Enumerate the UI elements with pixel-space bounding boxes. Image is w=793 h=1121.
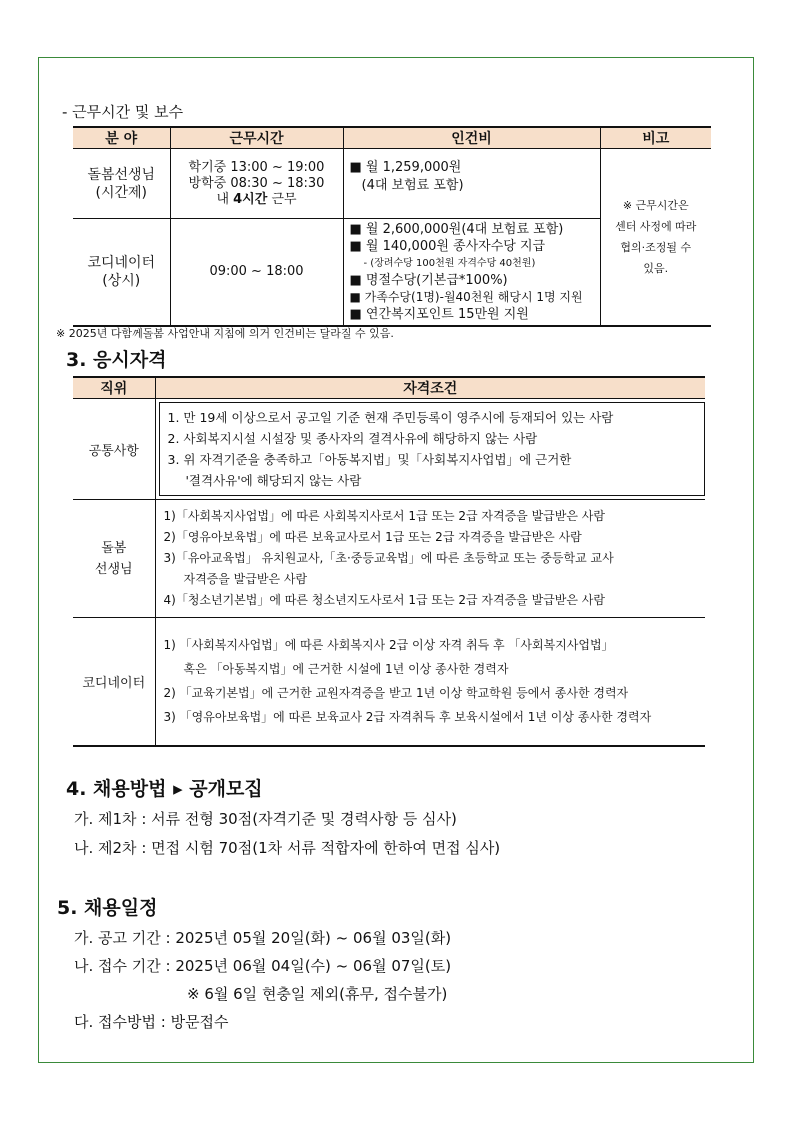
common-conditions: 1. 만 19세 이상으로서 공고일 기준 현재 주민등록이 영주시에 등재되어 있는 사람 2. 사회복지시설 시설장 및 종사자의 결격사유에 해당하지 않는 사람 3. 위 자격기준을 충족하고「아동복지법」및「사회복지사업법」에 근거한 '결격사유'에 해당되지 않는 사람 (155, 399, 705, 500)
remark-cell: ※ 근무시간은 센터 사정에 따라 협의·조정될 수 있음. (600, 149, 711, 326)
header-position: 직위 (73, 377, 155, 399)
recruitment-method-title: 4. 채용방법 ▸ 공개모집 (66, 778, 263, 800)
header-pay: 인건비 (343, 127, 600, 149)
schedule-title: 5. 채용일정 (57, 897, 158, 919)
header-remark: 비고 (600, 127, 711, 149)
header-field: 분 야 (73, 127, 170, 149)
qualification-title: 3. 응시자격 (66, 349, 167, 371)
header-hours: 근무시간 (170, 127, 343, 149)
pay-teacher: ■ 월 1,259,000원 (4대 보험료 포함) (343, 149, 600, 219)
qualification-table (73, 376, 705, 747)
field-teacher: 돌봄선생님 (시간제) (73, 149, 170, 219)
coordinator-label: 코디네이터 (73, 618, 155, 746)
schedule-line-2: 나. 접수 기간 : 2025년 06월 04일(수) ~ 06월 07일(토) (74, 957, 452, 975)
hours-coordinator: 09:00 ~ 18:00 (170, 219, 343, 326)
common-label: 공통사항 (73, 399, 155, 500)
method-line-1: 가. 제1차 : 서류 전형 30점(자격기준 및 경력사항 등 심사) (74, 810, 457, 828)
method-line-2: 나. 제2차 : 면접 시험 70점(1차 서류 적합자에 한하여 면접 심사) (74, 839, 501, 857)
schedule-note: ※ 6월 6일 현충일 제외(휴무, 접수불가) (187, 985, 448, 1003)
teacher-label: 돌봄 선생님 (73, 500, 155, 618)
schedule-line-1: 가. 공고 기간 : 2025년 05월 20일(화) ~ 06월 03일(화) (74, 929, 452, 947)
header-condition: 자격조건 (155, 377, 705, 399)
work-hours-subtitle: - 근무시간 및 보수 (62, 103, 184, 121)
pay-coordinator: ■ 월 2,600,000원(4대 보험료 포함) ■ 월 140,000원 종사자수당 지급 - (장려수당 100천원 자격수당 40천원) ■ 명절수당(기본급*100%) ■ 가족수당(1명)-월40천원 해당시 1명 지원 ■ 연간복지포인트 15만원 지원 (343, 219, 600, 326)
coordinator-conditions: 1) 「사회복지사업법」에 따른 사회복지사 2급 이상 자격 취득 후 「사회복지사업법」 혹은 「아동복지법」에 근거한 시설에 1년 이상 종사한 경력자 2) 「교육기본법」에 근거한 교원자격증을 받고 1년 이상 학교학원 등에서 종사한 경력자 3) 「영유아보육법」에 따른 보육교사 2급 자격취득 후 보육시설에서 1년 이상 종사한 경력자 (155, 618, 705, 746)
pay-table (73, 126, 711, 327)
field-coordinator: 코디네이터 (상시) (73, 219, 170, 326)
teacher-conditions: 1)「사회복지사업법」에 따른 사회복지사로서 1급 또는 2급 자격증을 발급받은 사람 2)「영유아보육법」에 따른 보육교사로서 1급 또는 2급 자격증을 발급받은 사람 3)「유아교육법」 유치원교사,「초·중등교육법」에 따른 초등학교 또는 중등학교 교사 자격증을 발급받은 사람 4)「청소년기본법」에 따른 청소년지도사로서 1급 또는 2급 자격증을 발급받은 사람 (155, 500, 705, 618)
pay-footnote: ※ 2025년 다함께돌봄 사업안내 지침에 의거 인건비는 달라질 수 있음. (56, 327, 394, 340)
hours-teacher: 학기중 13:00 ~ 19:00 방학중 08:30 ~ 18:30 내 4시간 근무 (170, 149, 343, 219)
schedule-line-3: 다. 접수방법 : 방문접수 (74, 1013, 229, 1031)
